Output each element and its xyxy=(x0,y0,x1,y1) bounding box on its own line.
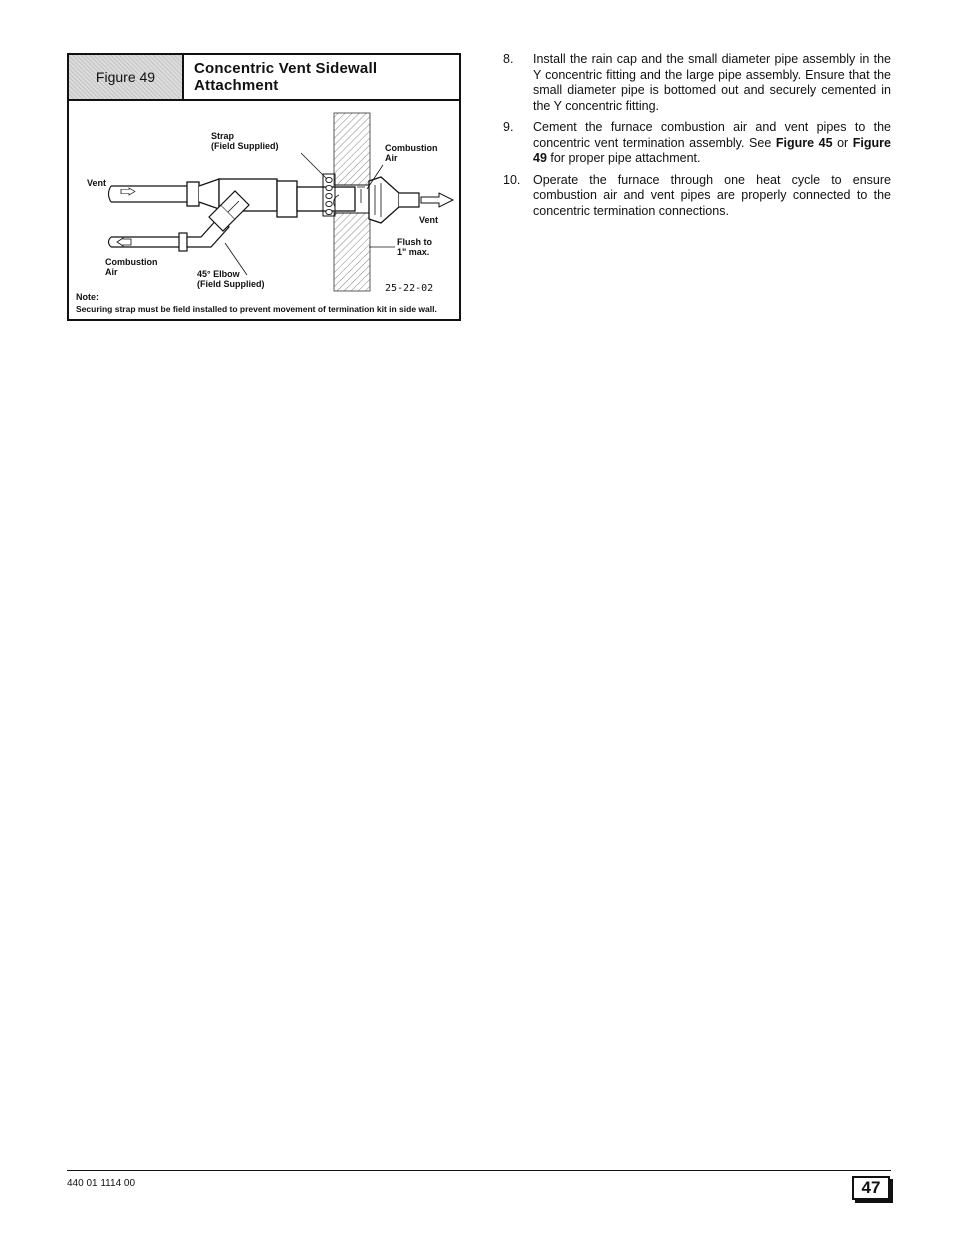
step-number: 9. xyxy=(503,120,514,134)
figure-code: 25-22-02 xyxy=(385,283,434,294)
vent-coupling xyxy=(187,182,199,206)
label-strap: Strap (Field Supplied) xyxy=(211,131,279,151)
note-label: Note: xyxy=(76,292,99,302)
instruction-steps xyxy=(503,52,891,225)
figure-title: Concentric Vent Sidewall Attachment xyxy=(194,60,378,94)
figure-49 xyxy=(67,53,461,321)
page-number: 47 xyxy=(852,1176,890,1200)
step-number: 10. xyxy=(503,172,521,187)
label-elbow: 45° Elbow (Field Supplied) xyxy=(197,269,265,289)
note-text: Securing strap must be field installed to prevent movement of termination kit in side wall. xyxy=(76,304,437,314)
step-number: 8. xyxy=(503,52,514,66)
rain-cap xyxy=(369,177,399,223)
label-combustion-air-left: Combustion Air xyxy=(105,257,158,277)
document-number: 440 01 1114 00 xyxy=(67,1178,136,1189)
figure-label: Figure 49 xyxy=(69,55,184,99)
figure-49-ref: Figure 49 xyxy=(533,135,891,165)
vent-arrow-left xyxy=(121,188,135,195)
step-text: for proper pipe attachment. xyxy=(546,151,701,165)
step-text: Cement the furnace combustion air and vent pipes to the concentric vent termination assembly. See xyxy=(533,120,891,150)
label-combustion-air-right: Combustion Air xyxy=(385,143,438,163)
step-9 xyxy=(503,120,891,167)
step-10 xyxy=(503,173,891,220)
vent-arrow-right xyxy=(421,193,453,207)
step-text: or xyxy=(832,135,853,150)
footer-rule xyxy=(67,1170,891,1171)
step-text: Operate the furnace through one heat cycle to ensure combustion air and vent pipes are properly connected to the concentric termination connections. xyxy=(533,172,891,218)
step-text: Install the rain cap and the small diameter pipe assembly in the Y concentric fitting and the large pipe assembly. Ensure that the small diameter pipe is bottomed out and securely cemented in the Y concentric fitting. xyxy=(533,52,891,113)
vent-pipe xyxy=(111,186,189,202)
label-vent-left: Vent xyxy=(87,178,107,188)
figure-header xyxy=(69,55,459,101)
strap-leader xyxy=(301,153,327,179)
step-8 xyxy=(503,52,891,114)
combustion-arrow-left xyxy=(117,238,131,246)
figure-45-ref: Figure 45 xyxy=(775,135,833,150)
label-flush: Flush to 1" max. xyxy=(397,237,432,257)
label-vent-right: Vent xyxy=(419,215,439,225)
